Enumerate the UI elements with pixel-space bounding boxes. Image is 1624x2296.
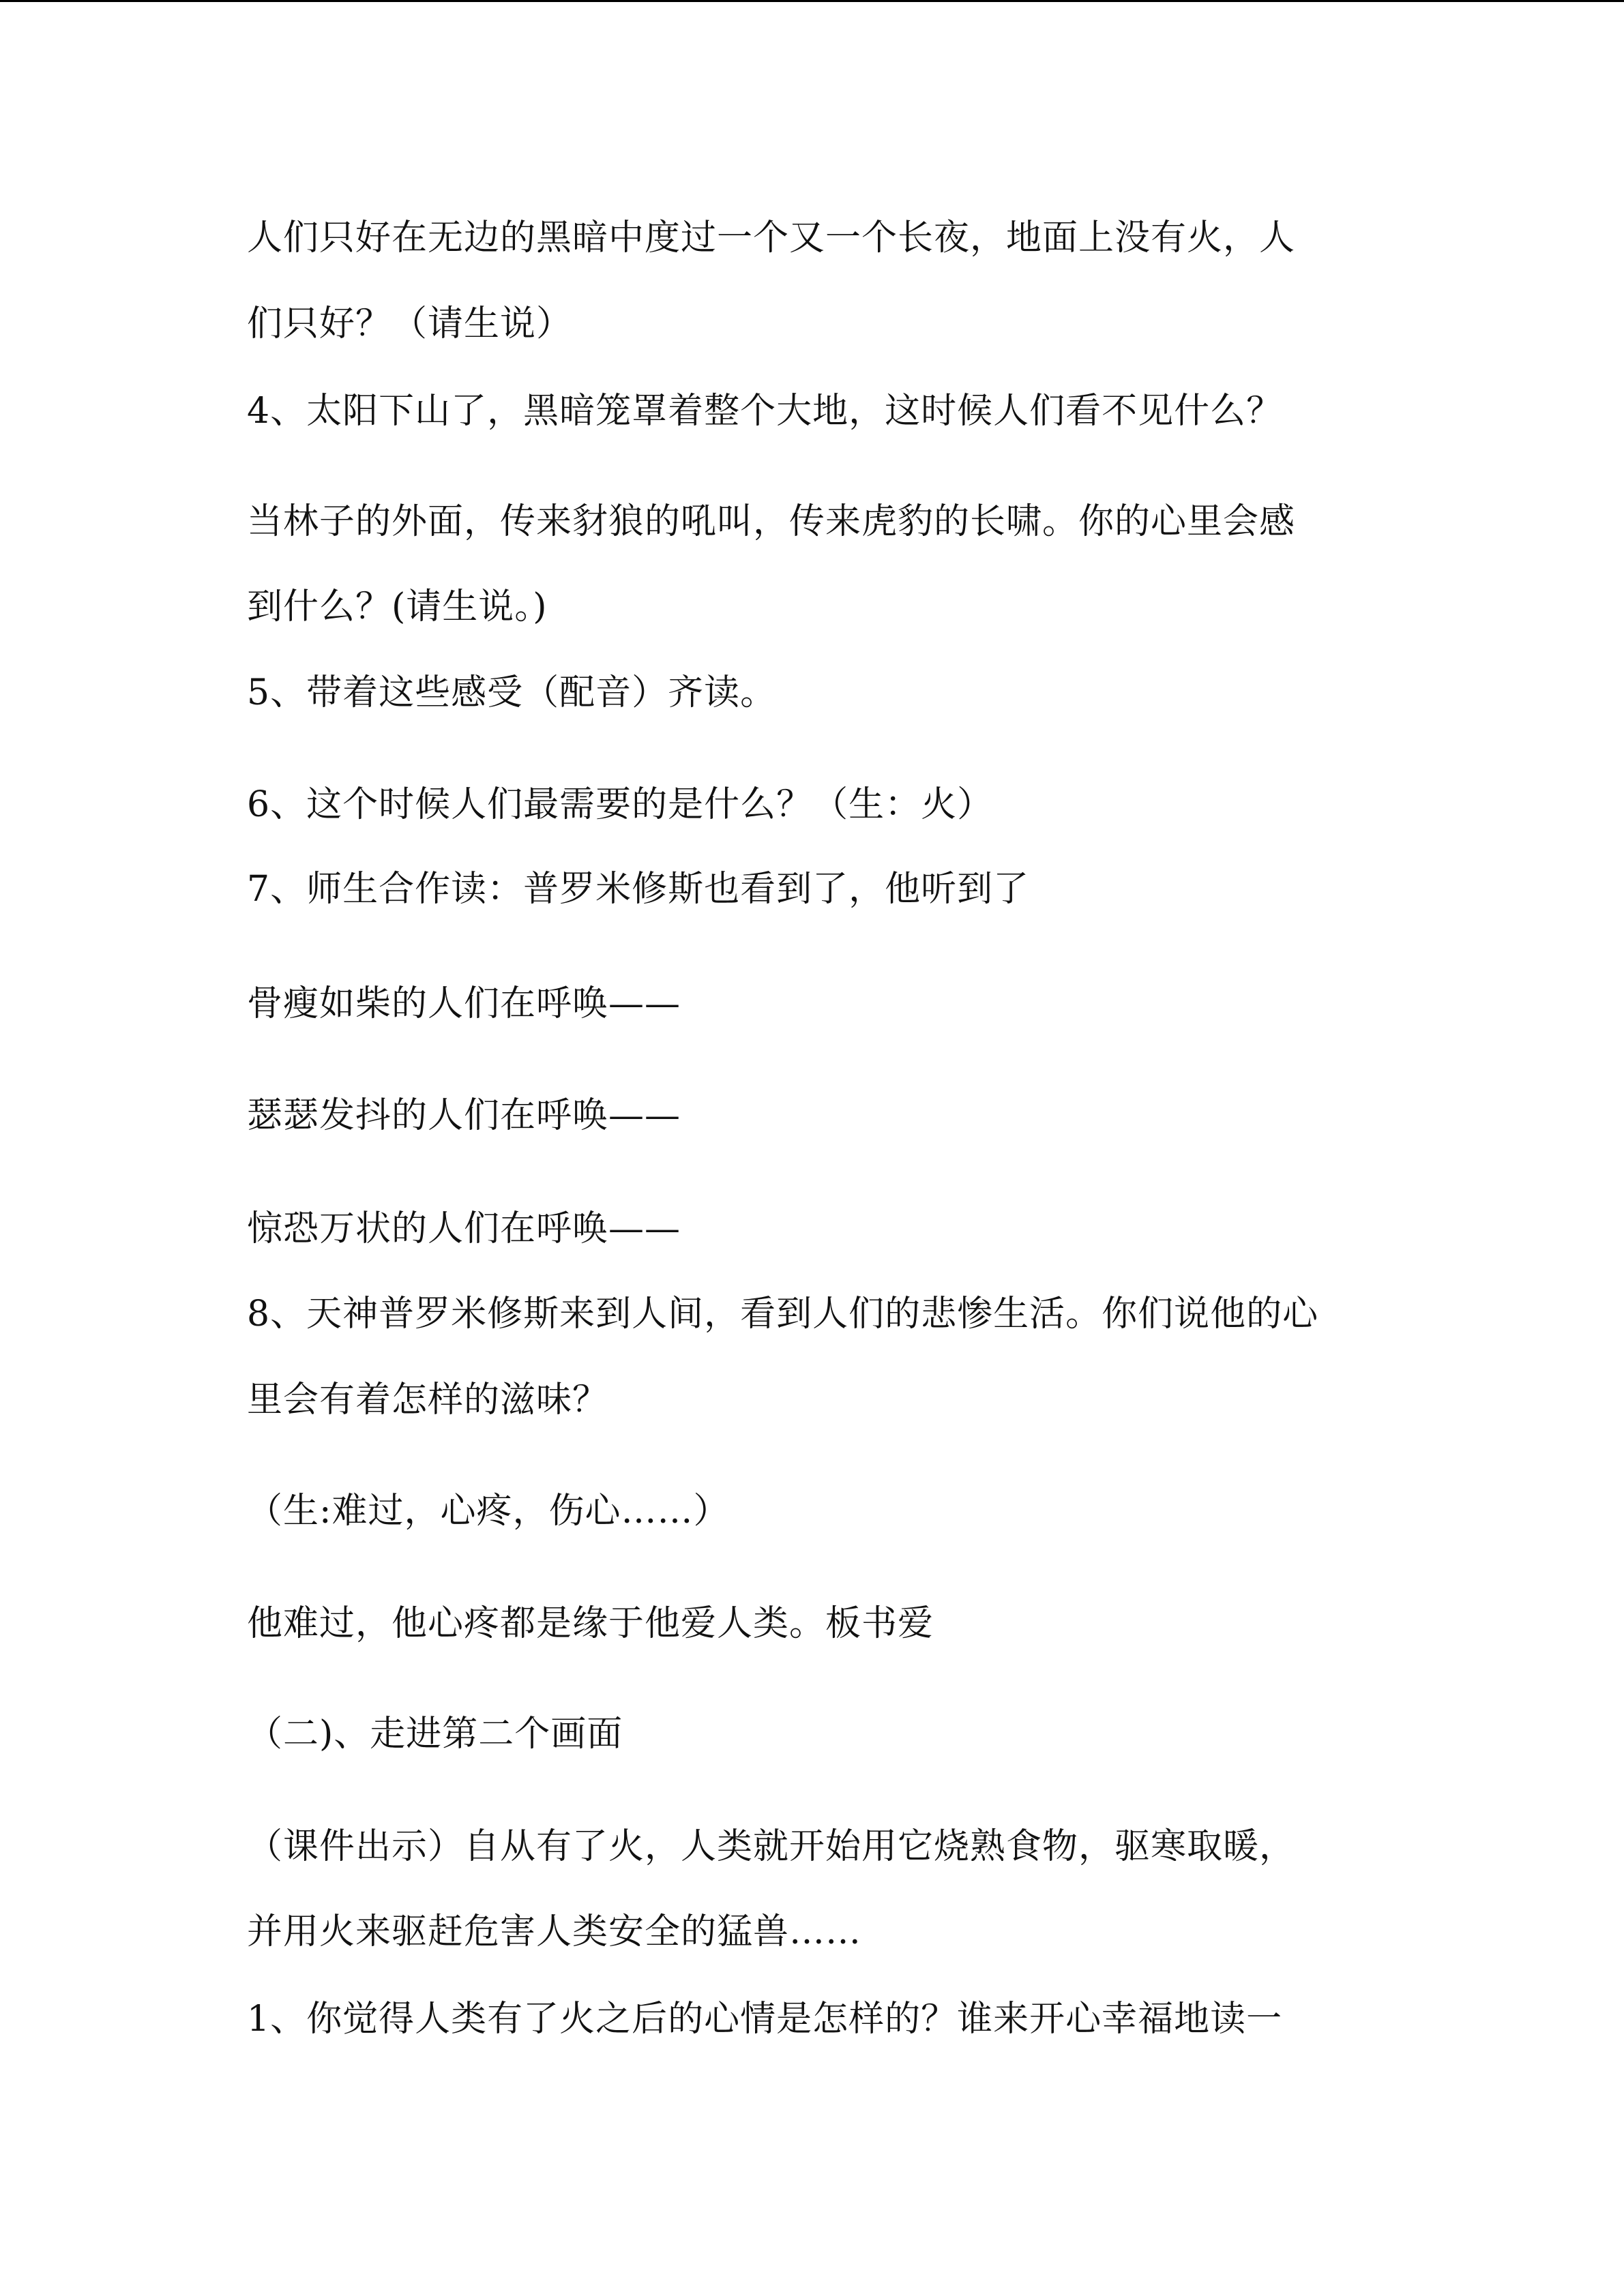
text-line: （课件出示）自从有了火，人类就开始用它烧熟食物，驱寒取暖，: [247, 1826, 1296, 1867]
section-heading: （二)、走进第二个画面: [247, 1714, 623, 1755]
text-line: （生:难过，心疼，伤心……）: [247, 1491, 730, 1532]
text-line: 里会有着怎样的滋味？: [247, 1380, 609, 1420]
text-line: 瑟瑟发抖的人们在呼唤——: [247, 1095, 681, 1136]
text-line: 骨瘦如柴的人们在呼唤——: [247, 983, 681, 1024]
text-line: 并用火来驱赶危害人类安全的猛兽……: [247, 1911, 862, 1952]
text-line: 他难过，他心疼都是缘于他爱人类。板书爱: [247, 1603, 934, 1644]
text-line: 6、这个时候人们最需要的是什么？（生：火）: [247, 784, 994, 825]
text-line: 7、师生合作读：普罗米修斯也看到了，他听到了: [247, 869, 1030, 910]
text-line: 8、天神普罗米修斯来到人间，看到人们的悲惨生活。你们说他的心: [247, 1294, 1319, 1335]
text-line: 惊恐万状的人们在呼唤——: [247, 1208, 681, 1249]
text-line: 4、太阳下山了，黑暗笼罩着整个大地，这时候人们看不见什么？: [247, 391, 1283, 432]
text-line: 到什么？(请生说。): [247, 586, 548, 627]
text-line: 当林子的外面，传来豺狼的吼叫，传来虎豹的长啸。你的心里会感: [247, 501, 1296, 542]
text-line: 人们只好在无边的黑暗中度过一个又一个长夜，地面上没有火，人: [247, 218, 1296, 258]
text-line: 5、带着这些感受（配音）齐读。: [247, 672, 777, 713]
text-line: 们只好？（请生说）: [247, 303, 573, 344]
text-line: 1、你觉得人类有了火之后的心情是怎样的？谁来开心幸福地读一: [247, 1999, 1283, 2040]
